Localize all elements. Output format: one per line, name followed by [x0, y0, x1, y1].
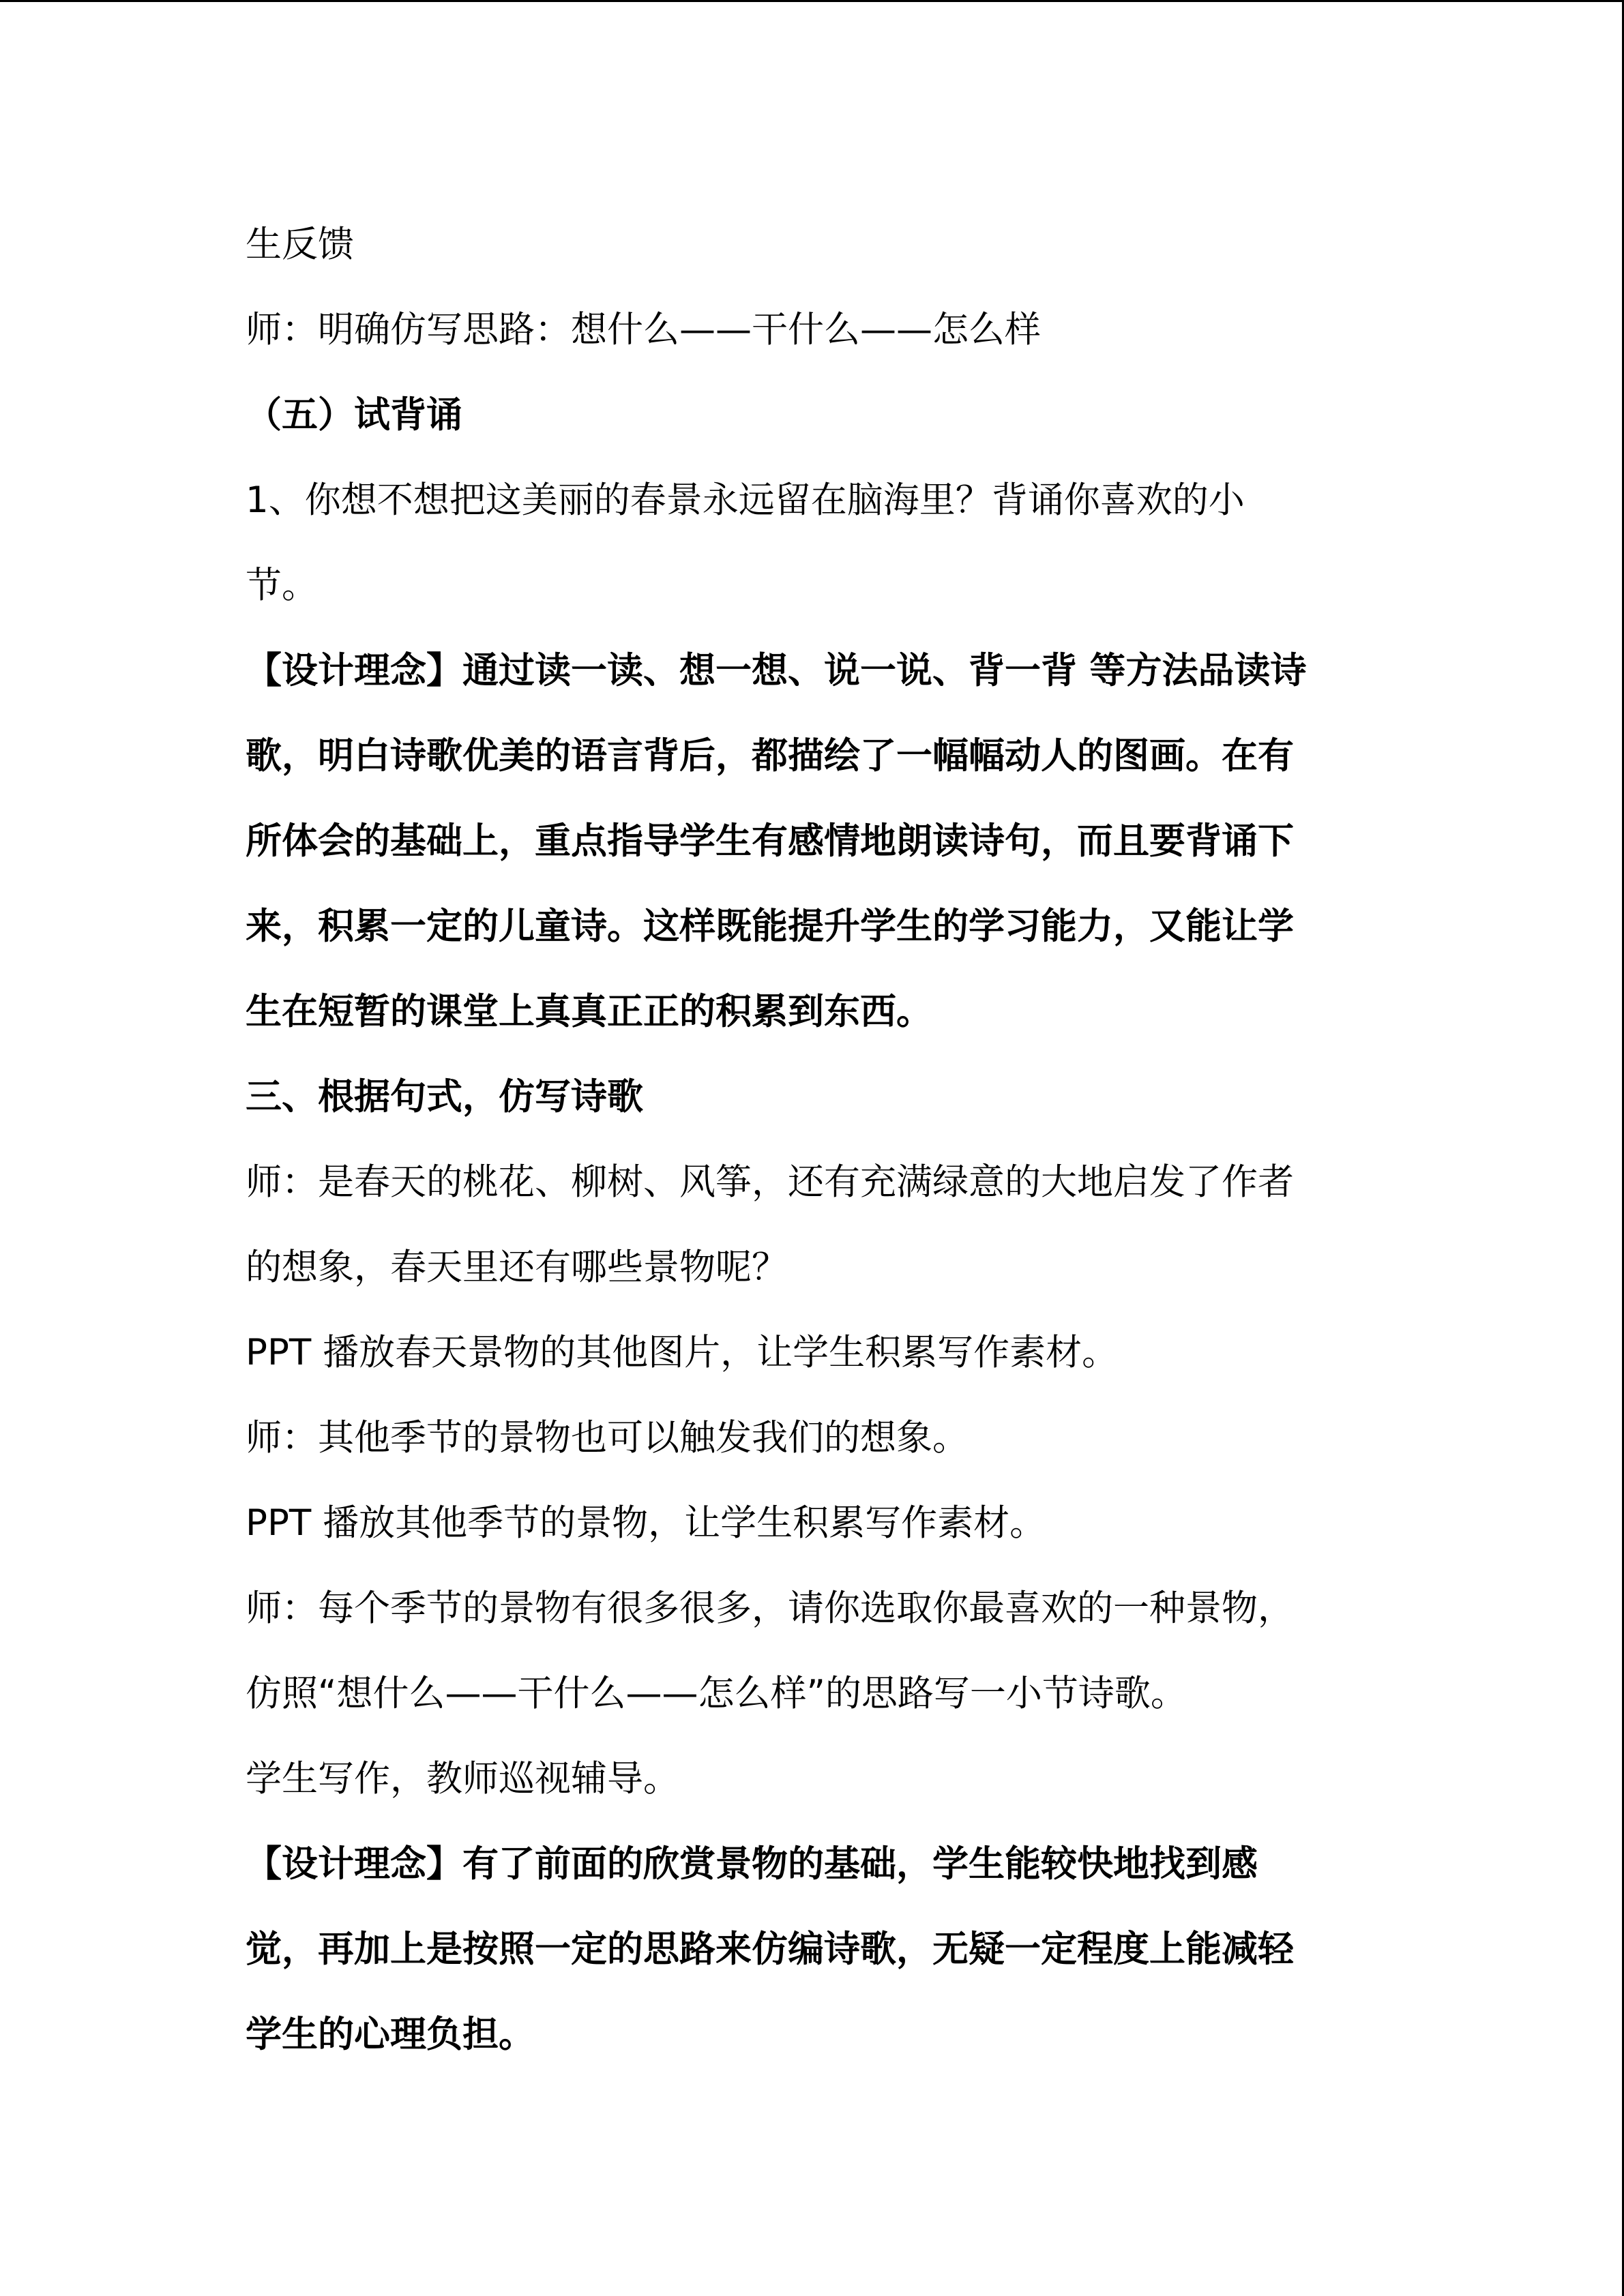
design-concept-line: 觉，再加上是按照一定的思路来仿编诗歌，无疑一定程度上能减轻 [246, 1928, 1294, 1970]
text-line: 的想象，春天里还有哪些景物呢？ [246, 1247, 788, 1288]
text-line: 学生写作，教师巡视辅导。 [246, 1758, 679, 1800]
design-concept-line: 【设计理念】通过读一读、想一想、说一说、背一背 等方法品读诗 [246, 650, 1307, 691]
text-line: PPT 播放其他季节的景物，让学生积累写作素材。 [246, 1502, 1046, 1544]
design-concept-line: 【设计理念】有了前面的欣赏景物的基础，学生能较快地找到感 [246, 1843, 1258, 1885]
design-concept-line: 歌，明白诗歌优美的语言背后，都描绘了一幅幅动人的图画。在有 [246, 735, 1294, 777]
text-line: 师：每个季节的景物有很多很多，请你选取你最喜欢的一种景物， [246, 1587, 1294, 1629]
text-line: 仿照“想什么——干什么——怎么样”的思路写一小节诗歌。 [246, 1673, 1187, 1714]
text-line: 师：明确仿写思路：想什么——干什么——怎么样 [246, 309, 1041, 351]
design-concept-line: 来，积累一定的儿童诗。这样既能提升学生的学习能力，又能让学 [246, 906, 1294, 947]
section-heading: 三、根据句式，仿写诗歌 [246, 1076, 643, 1118]
section-heading: （五）试背诵 [246, 394, 462, 436]
text-line: 师：是春天的桃花、柳树、风筝，还有充满绿意的大地启发了作者 [246, 1161, 1294, 1203]
text-line: 生反馈 [246, 224, 354, 265]
design-concept-line: 所体会的基础上，重点指导学生有感情地朗读诗句，而且要背诵下 [246, 820, 1294, 862]
design-concept-line: 生在短暂的课堂上真真正正的积累到东西。 [246, 991, 932, 1032]
text-line: 师：其他季节的景物也可以触发我们的想象。 [246, 1417, 969, 1459]
text-line: 1、你想不想把这美丽的春景永远留在脑海里？背诵你喜欢的小 [246, 479, 1245, 521]
design-concept-line: 学生的心理负担。 [246, 2014, 535, 2055]
text-line: 节。 [246, 565, 318, 606]
text-line: PPT 播放春天景物的其他图片，让学生积累写作素材。 [246, 1332, 1119, 1373]
